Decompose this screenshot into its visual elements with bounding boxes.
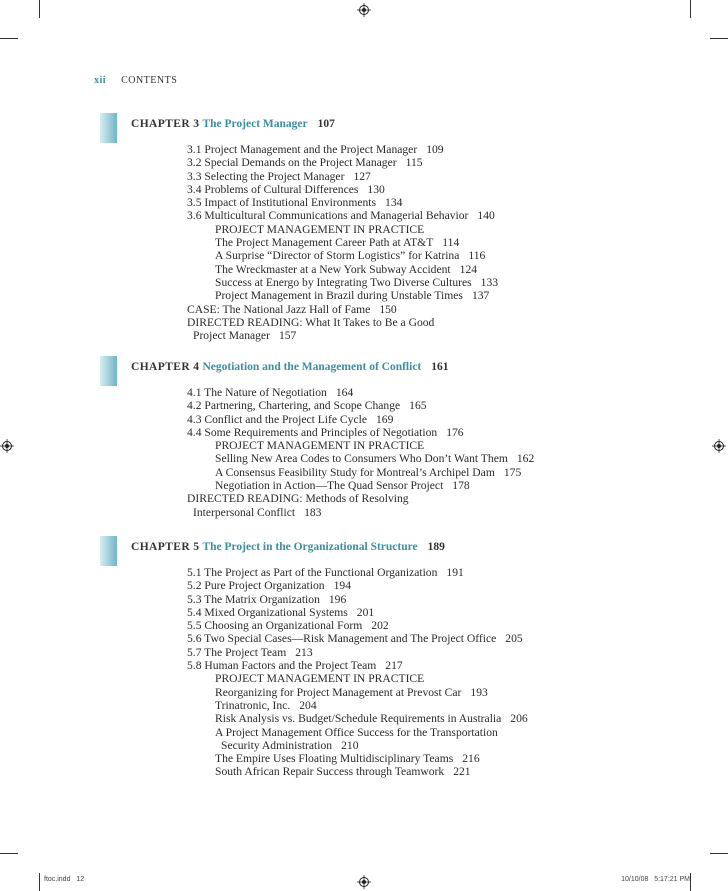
- toc-entry-text: 5.1 The Project as Part of the Functional Organization: [187, 566, 438, 579]
- toc-entry-text: Selling New Area Codes to Consumers Who Don’t Want Them: [215, 452, 508, 466]
- toc-entry-text: The Empire Uses Floating Multidisciplinary Teams: [215, 752, 454, 766]
- crop-mark: [39, 873, 40, 891]
- toc-entry[interactable]: [187, 606, 528, 619]
- toc-entry[interactable]: [187, 579, 528, 592]
- toc-entry-page: 217: [385, 659, 403, 673]
- toc-entry-page: 130: [367, 182, 385, 196]
- toc-entry[interactable]: [187, 619, 528, 632]
- chapter-block: [131, 541, 528, 779]
- toc-entry-text: The Wreckmaster at a New York Subway Accident: [215, 262, 451, 276]
- toc-entry[interactable]: [187, 739, 528, 752]
- toc-entry[interactable]: [187, 452, 534, 465]
- registration-mark-icon: [357, 3, 371, 17]
- toc-entry-text: South African Repair Success through Teamwork: [215, 765, 445, 779]
- toc-entry[interactable]: [187, 289, 498, 302]
- crop-mark: [0, 853, 18, 854]
- toc-entry[interactable]: [187, 316, 498, 329]
- toc-entry[interactable]: [187, 276, 498, 289]
- running-header: [94, 75, 177, 86]
- toc-entry[interactable]: [187, 236, 498, 249]
- chapter-block: [131, 118, 499, 343]
- toc-entry-text: 3.2 Special Demands on the Project Manager: [187, 156, 397, 170]
- toc-entry-text: Project Manager: [193, 329, 270, 343]
- crop-mark: [0, 38, 18, 39]
- toc-entry-page: 175: [503, 465, 522, 479]
- toc-entry-text: 5.2 Pure Project Organization: [187, 579, 325, 593]
- toc-entry[interactable]: [187, 646, 528, 659]
- toc-entry-text: PROJECT MANAGEMENT IN PRACTICE: [215, 222, 425, 236]
- toc-entry[interactable]: [187, 143, 498, 156]
- toc-entry-text: A Consensus Feasibility Study for Montreal’s Archipel Dam: [215, 465, 495, 479]
- toc-entry-page: 116: [468, 249, 486, 263]
- toc-entry-text: 3.6 Multicultural Communications and Managerial Behavior: [187, 209, 469, 223]
- toc-entry[interactable]: [187, 156, 498, 169]
- toc-entry-page: 196: [328, 592, 347, 606]
- toc-entry-page: 109: [426, 143, 444, 156]
- toc-entry[interactable]: [187, 170, 498, 183]
- page-number: xii: [94, 75, 107, 86]
- toc-entry[interactable]: [187, 506, 534, 519]
- toc-entry[interactable]: [187, 249, 498, 262]
- chapter-number: CHAPTER 5: [131, 541, 200, 553]
- toc-entry-text: 3.5 Impact of Institutional Environments: [187, 196, 377, 210]
- chapter-page: 189: [427, 541, 445, 553]
- toc-entry-page: 221: [453, 765, 471, 779]
- chapter-title: Negotiation and the Management of Conflict: [202, 361, 422, 373]
- toc-entry-text: DIRECTED READING: Methods of Resolving: [187, 492, 409, 506]
- toc-entry-page: 194: [333, 579, 351, 593]
- toc-entry[interactable]: [187, 566, 528, 579]
- toc-entry[interactable]: [187, 752, 528, 765]
- toc-entry-page: 140: [477, 209, 495, 223]
- toc-entry-text: Interpersonal Conflict: [193, 505, 296, 519]
- toc-entry-page: 178: [452, 479, 470, 493]
- toc-entry-page: 165: [409, 399, 427, 413]
- toc-entry-page: 210: [341, 738, 359, 752]
- chapter-page: 161: [431, 361, 449, 373]
- toc-entry-text: 3.3 Selecting the Project Manager: [187, 169, 345, 183]
- toc-entry[interactable]: [187, 699, 528, 712]
- toc-entry[interactable]: [187, 726, 528, 739]
- toc-entry-text: 4.4 Some Requirements and Principles of Negotiation: [187, 425, 438, 439]
- toc-entry[interactable]: [187, 399, 534, 412]
- toc-entry-page: 162: [516, 452, 535, 466]
- toc-entry-text: 4.2 Partnering, Chartering, and Scope Change: [187, 399, 401, 413]
- header-label: CONTENTS: [121, 75, 178, 86]
- toc-entry-page: 193: [470, 685, 488, 699]
- toc-entry[interactable]: [187, 466, 534, 479]
- toc-entry[interactable]: [187, 303, 498, 316]
- toc-entry-text: Risk Analysis vs. Budget/Schedule Requirements in Australia: [215, 712, 502, 726]
- toc-entry[interactable]: [187, 479, 534, 492]
- toc-entry-text: 5.4 Mixed Organizational Systems: [187, 605, 348, 619]
- toc-entry-text: Project Management in Brazil during Unstable Times: [215, 289, 463, 303]
- crop-mark: [690, 0, 691, 18]
- chapter-number: CHAPTER 3: [131, 118, 200, 130]
- toc-entry-page: 213: [295, 645, 313, 659]
- toc-entry-page: 183: [304, 505, 322, 519]
- toc-entry-page: 176: [446, 425, 464, 439]
- chapter-block: [131, 361, 535, 519]
- toc-entry-text: 4.3 Conflict and the Project Life Cycle: [187, 412, 367, 426]
- toc-entry-text: Trinatronic, Inc.: [215, 698, 291, 712]
- toc-entry-text: PROJECT MANAGEMENT IN PRACTICE: [215, 439, 425, 453]
- chapter-heading[interactable]: [131, 361, 449, 373]
- crop-mark: [690, 873, 691, 891]
- toc-entry-text: A Project Management Office Success for the Transportation: [215, 725, 498, 739]
- registration-mark-icon: [0, 439, 14, 453]
- toc-entry-page: 169: [375, 412, 394, 426]
- toc-entry[interactable]: [187, 426, 534, 439]
- toc-entry-text: 5.3 The Matrix Organization: [187, 592, 320, 606]
- toc-entry-text: A Surprise “Director of Storm Logistics” for Katrina: [215, 249, 460, 263]
- toc-entry-text: 5.6 Two Special Cases—Risk Management and The Project Office: [187, 632, 497, 646]
- registration-mark-icon: [357, 875, 371, 889]
- chapter-tab-marker: [100, 536, 117, 566]
- toc-entry-text: The Project Management Career Path at AT&T: [215, 236, 434, 250]
- toc-entry[interactable]: [187, 223, 498, 236]
- toc-entry[interactable]: [187, 439, 534, 452]
- toc-entry-text: 5.5 Choosing an Organizational Form: [187, 619, 363, 633]
- toc-entry-text: 4.1 The Nature of Negotiation: [187, 386, 327, 399]
- toc-entry[interactable]: [187, 183, 498, 196]
- toc-entry-text: Reorganizing for Project Management at Prevost Car: [215, 685, 462, 699]
- chapter-heading[interactable]: [131, 118, 335, 130]
- toc-entry-page: 202: [371, 619, 389, 633]
- toc-entry-text: 5.7 The Project Team: [187, 645, 287, 659]
- chapter-heading[interactable]: [131, 541, 445, 553]
- toc-entry-page: 164: [335, 386, 354, 399]
- toc-entry-text: 3.1 Project Management and the Project Manager: [187, 143, 418, 156]
- toc-entry[interactable]: [187, 209, 498, 222]
- toc-entry[interactable]: [187, 672, 528, 685]
- toc-entry-text: Negotiation in Action—The Quad Sensor Project: [215, 479, 444, 493]
- chapter-tab-marker: [100, 356, 117, 386]
- slug-right: 10/10/08 5:17:21 PM: [621, 876, 690, 883]
- chapter-tab-marker: [100, 113, 117, 143]
- toc-entry[interactable]: [187, 686, 528, 699]
- chapter-number: CHAPTER 4: [131, 361, 200, 373]
- slug-left: ftoc.indd 12: [44, 876, 85, 883]
- toc-entry-text: Security Administration: [221, 738, 333, 752]
- toc-entry-page: 206: [510, 712, 528, 726]
- toc-entry[interactable]: [187, 492, 534, 505]
- toc-entry-page: 157: [278, 329, 297, 343]
- toc-entry[interactable]: [187, 659, 528, 672]
- toc-entry[interactable]: [187, 413, 534, 426]
- toc-entry-page: 205: [505, 632, 523, 646]
- chapter-page: 107: [317, 118, 335, 130]
- toc-entry-page: 150: [379, 302, 397, 316]
- toc-entry[interactable]: [187, 329, 498, 342]
- toc-entry-page: 137: [471, 289, 490, 303]
- crop-mark: [39, 0, 40, 18]
- toc-entry[interactable]: [187, 712, 528, 725]
- toc-entry-text: 5.8 Human Factors and the Project Team: [187, 659, 377, 673]
- toc-entry-text: CASE: The National Jazz Hall of Fame: [187, 302, 371, 316]
- toc-entry[interactable]: [187, 593, 528, 606]
- toc-entry-text: Success at Energo by Integrating Two Diverse Cultures: [215, 275, 472, 289]
- crop-mark: [710, 853, 728, 854]
- chapter-entries: [187, 386, 534, 519]
- toc-entry-page: 114: [442, 236, 460, 250]
- chapter-entries: [187, 143, 498, 342]
- toc-entry[interactable]: [187, 765, 528, 778]
- toc-entry-text: 3.4 Problems of Cultural Differences: [187, 182, 359, 196]
- chapter-entries: [187, 566, 528, 779]
- toc-entry-page: 201: [356, 605, 375, 619]
- registration-mark-icon: [712, 439, 726, 453]
- toc-entry-page: 124: [459, 262, 478, 276]
- toc-entry[interactable]: [187, 263, 498, 276]
- toc-entry[interactable]: [187, 196, 498, 209]
- chapter-title: The Project Manager: [202, 118, 308, 130]
- toc-entry-page: 134: [385, 196, 403, 210]
- toc-entry[interactable]: [187, 632, 528, 645]
- toc-entry-page: 115: [405, 156, 423, 170]
- toc-entry-text: PROJECT MANAGEMENT IN PRACTICE: [215, 672, 425, 686]
- crop-mark: [710, 38, 728, 39]
- toc-entry-page: 216: [462, 752, 480, 766]
- toc-entry-page: 133: [480, 275, 499, 289]
- toc-entry-page: 204: [299, 698, 317, 712]
- chapter-title: The Project in the Organizational Structure: [202, 541, 418, 553]
- toc-entry-page: 127: [353, 169, 371, 183]
- toc-entry-text: DIRECTED READING: What It Takes to Be a Good: [187, 315, 435, 329]
- toc-entry-page: 191: [446, 566, 464, 579]
- toc-entry[interactable]: [187, 386, 534, 399]
